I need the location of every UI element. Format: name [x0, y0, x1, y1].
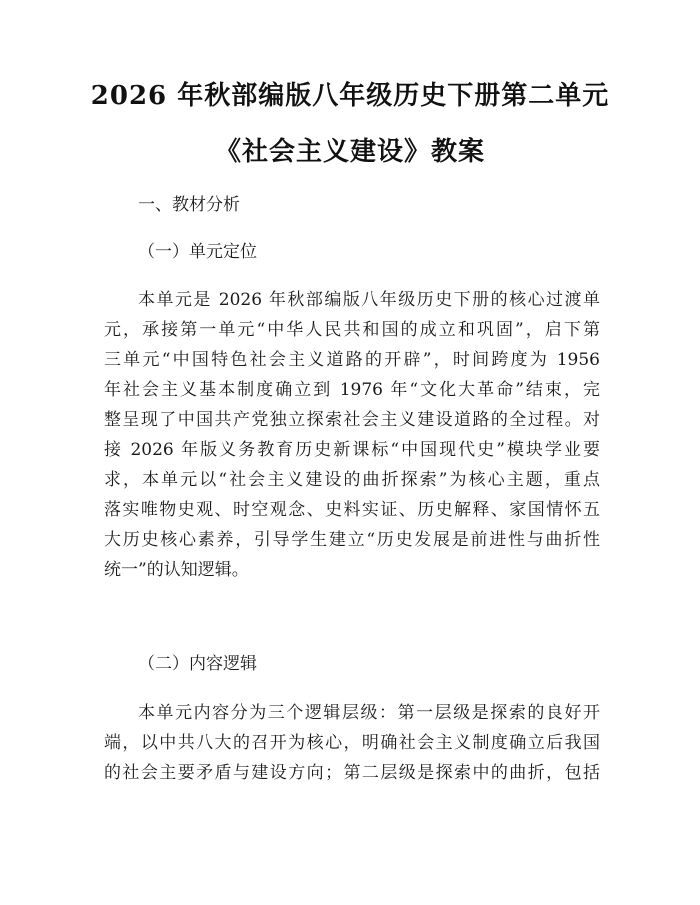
document-title-line-2: 《社会主义建设》教案	[214, 137, 485, 167]
paragraph-line: 求，本单元以“社会主义建设的曲折探索”为核心主题，重点	[104, 470, 600, 490]
paragraph-line: 元，承接第一单元“中华人民共和国的成立和巩固”，启下第	[104, 320, 600, 340]
paragraph-unit-positioning	[104, 285, 600, 585]
paragraph-line: 接 2026 年版义务教育历史新课标“中国现代史”模块学业要	[104, 440, 600, 460]
section-heading-textbook-analysis: 一、教材分析	[138, 195, 240, 215]
document-title-line-1: 2026 年秋部编版八年级历史下册第二单元	[90, 81, 610, 111]
paragraph-line: 整呈现了中国共产党独立探索社会主义建设道路的全过程。对	[104, 410, 600, 430]
paragraph-line: 落实唯物史观、时空观念、史料实证、历史解释、家国情怀五	[104, 500, 600, 520]
subsection-heading-content-logic: （二）内容逻辑	[138, 654, 257, 674]
paragraph-line: 的社会主要矛盾与建设方向；第二层级是探索中的曲折，包括	[104, 763, 600, 783]
paragraph-line: 三单元“中国特色社会主义道路的开辟”，时间跨度为 1956	[104, 350, 600, 370]
paragraph-line: 统一”的认知逻辑。	[104, 560, 249, 580]
paragraph-line: 本单元是 2026 年秋部编版八年级历史下册的核心过渡单	[138, 290, 600, 310]
subsection-heading-unit-positioning: （一）单元定位	[138, 242, 257, 262]
paragraph-line: 端，以中共八大的召开为核心，明确社会主义制度确立后我国	[104, 733, 600, 753]
paragraph-content-logic	[104, 698, 600, 788]
paragraph-line: 大历史核心素养，引导学生建立“历史发展是前进性与曲折性	[104, 530, 600, 550]
paragraph-line: 本单元内容分为三个逻辑层级：第一层级是探索的良好开	[138, 703, 600, 723]
paragraph-line: 年社会主义基本制度确立到 1976 年“文化大革命”结束，完	[104, 380, 600, 400]
